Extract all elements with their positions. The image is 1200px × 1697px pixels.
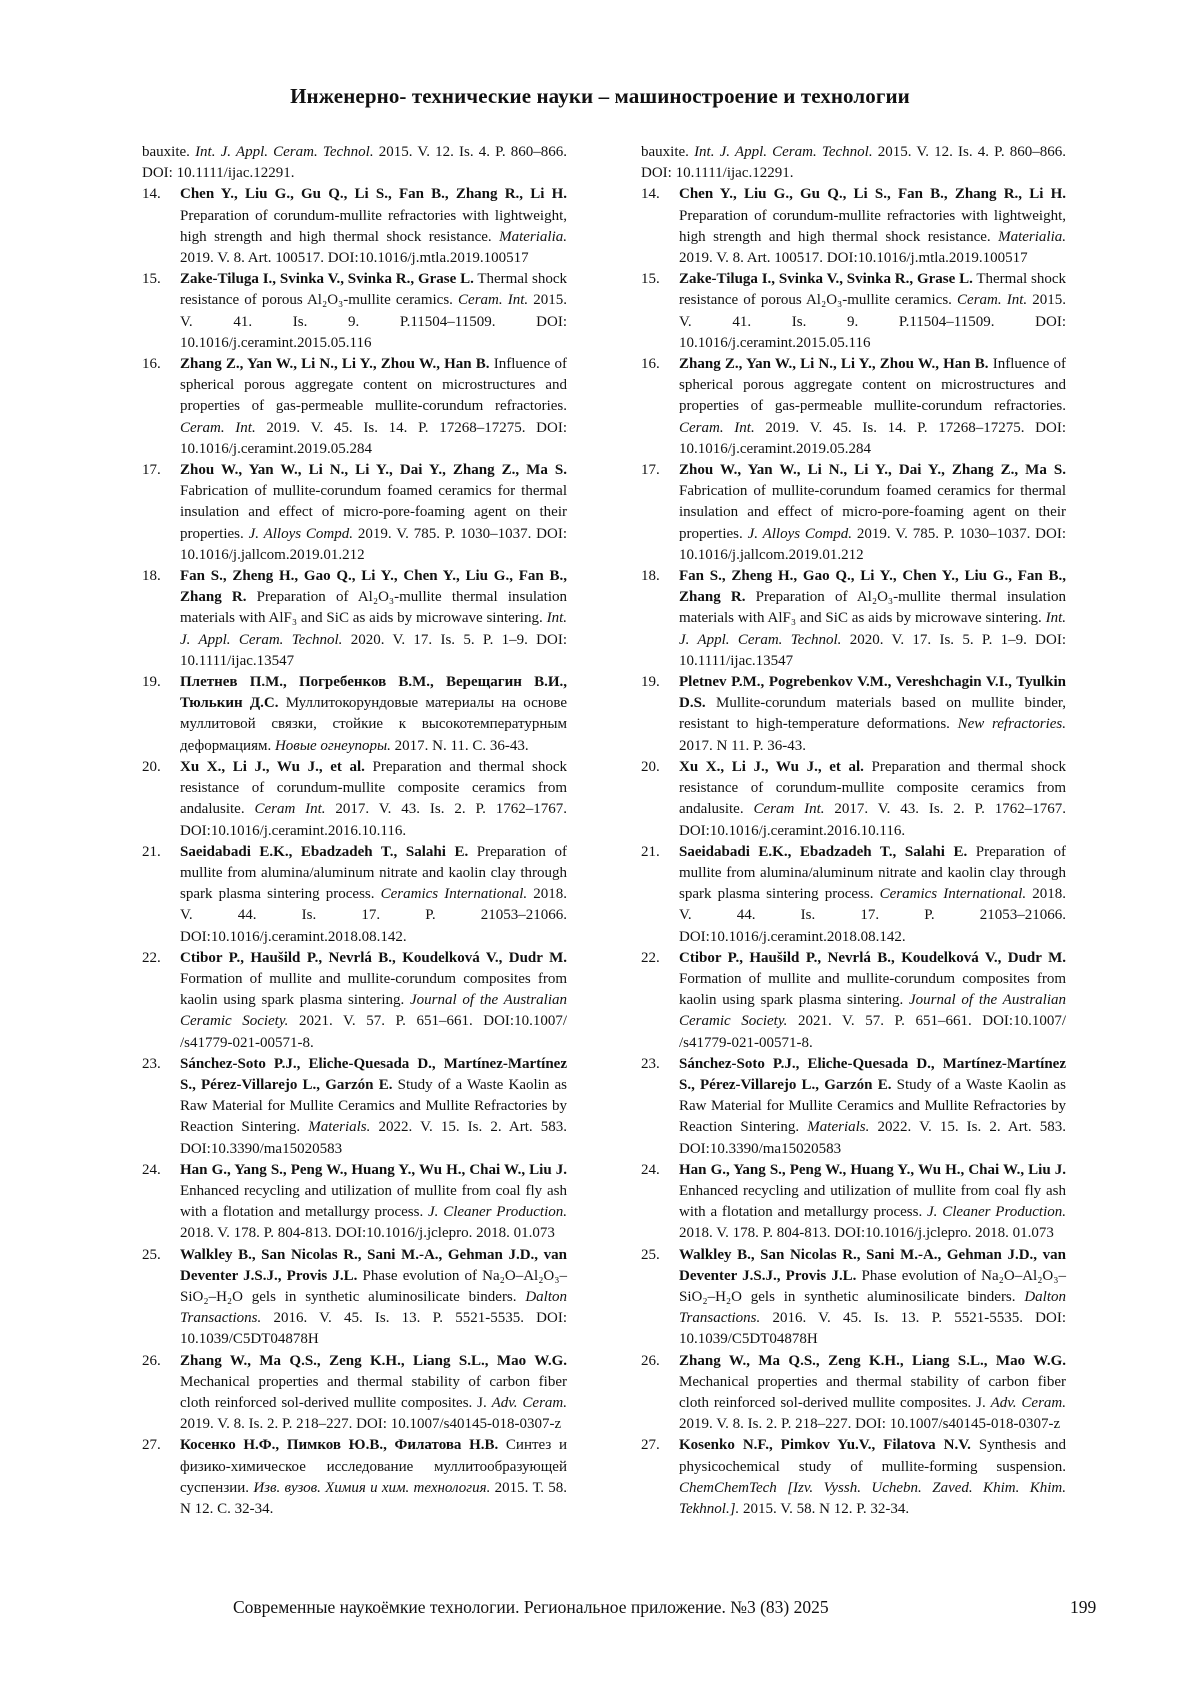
reference-details: 2018. V. 44. Is. 17. P. 21053–21066. DOI:10.1016/j.ceramint.2018.08.142. — [679, 886, 1066, 945]
reference-number: 25. — [641, 1246, 660, 1263]
reference-title: Synthesis and physicochemical study of mullite-forming suspension. — [679, 1437, 1066, 1475]
reference-item — [142, 948, 567, 1054]
reference-title: Preparation of corundum-mullite refractories with lightweight, high strength and high thermal shock resistance. — [679, 207, 1066, 245]
reference-number: 16. — [142, 356, 161, 373]
reference-details: 2019. V. 785. P. 1030–1037. DOI: 10.1016/j.jallcom.2019.01.212 — [180, 525, 568, 563]
reference-authors: Xu X., Li J., Wu J., et al. — [180, 758, 365, 775]
reference-details: 2016. V. 45. Is. 13. P. 5521-5535. DOI: 10.1039/C5DT04878H — [180, 1310, 567, 1348]
reference-item — [142, 1054, 567, 1160]
reference-authors: Han G., Yang S., Peng W., Huang Y., Wu H., Chai W., Liu J. — [180, 1161, 567, 1178]
reference-details: 2015. V. 41. Is. 9. P.11504–11509. DOI: 10.1016/j.ceramint.2015.05.116 — [180, 292, 568, 351]
reference-journal: Ceram. Int. — [180, 419, 256, 436]
reference-details: 2020. V. 17. Is. 5. P. 1–9. DOI: 10.1111/ijac.13547 — [679, 631, 1067, 669]
reference-journal: New refractories. — [957, 716, 1067, 733]
reference-authors: Zhou W., Yan W., Li N., Li Y., Dai Y., Zhang Z., Ma S. — [180, 462, 567, 479]
reference-title: Синтез и физико-химическое исследование муллитообразующей суспензии. — [180, 1437, 567, 1496]
reference-journal: J. Cleaner Production. — [927, 1204, 1066, 1221]
reference-title: Formation of mullite and mullite-corundum composites from kaolin using spark plasma sintering. — [180, 970, 567, 1009]
reference-title: Study of a Waste Kaolin as Raw Material for Mullite Ceramics and Mullite Refractories by Reaction Sintering. — [679, 1076, 1066, 1136]
reference-number: 17. — [641, 462, 660, 479]
reference-number: 18. — [641, 568, 660, 585]
reference-details: 2019. V. 8. Is. 2. P. 218–227. DOI: 10.1007/s40145-018-0307-z — [679, 1416, 1061, 1433]
reference-item — [142, 1245, 567, 1351]
reference-details: 2020. V. 17. Is. 5. P. 1–9. DOI: 10.1111/ijac.13547 — [180, 631, 568, 669]
reference-title: Formation of mullite and mullite-corundum composites from kaolin using spark plasma sintering. — [679, 970, 1066, 1009]
reference-number: 25. — [142, 1246, 161, 1263]
reference-item — [142, 842, 567, 948]
reference-number: 16. — [641, 356, 660, 373]
reference-authors: Zhou W., Yan W., Li N., Li Y., Dai Y., Zhang Z., Ma S. — [679, 462, 1066, 479]
reference-title: Fabrication of mullite-corundum foamed ceramics for thermal insulation and effect of micro-pore-foaming agent on their properties. — [180, 483, 567, 542]
reference-number: 26. — [641, 1352, 660, 1369]
reference-number: 24. — [142, 1161, 161, 1178]
reference-details: 2018. V. 178. P. 804-813. DOI:10.1016/j.jclepro. 2018. 01.073 — [679, 1225, 1054, 1242]
reference-authors: Saeidabadi E.K., Ebadzadeh T., Salahi E. — [180, 843, 469, 860]
reference-number: 14. — [142, 186, 161, 203]
reference-journal: Materials. — [807, 1119, 870, 1136]
reference-continuation: bauxite. Int. J. Appl. Ceram. Technol. 2015. V. 12. Is. 4. P. 860–866. DOI: 10.1111/ijac.12291. — [641, 144, 1067, 182]
reference-authors: Zake-Tiluga I., Svinka V., Svinka R., Grase L. — [679, 271, 973, 288]
journal-title: Современные наукоёмкие технологии. Региональное приложение. №3 (83) 2025 — [233, 1597, 829, 1617]
reference-number: 19. — [142, 674, 161, 691]
reference-number: 14. — [641, 186, 660, 203]
reference-title: Mechanical properties and thermal stability of carbon fiber cloth reinforced sol-derived mullite composites. J. — [679, 1373, 1066, 1411]
reference-journal: Ceramics International. — [380, 886, 528, 903]
reference-item — [641, 672, 1066, 757]
page-number: 199 — [1070, 1597, 1097, 1617]
reference-details: 2021. V. 57. P. 651–661. DOI:10.1007/ /s41779-021-00571-8. — [679, 1013, 1066, 1051]
reference-item — [142, 757, 567, 842]
reference-journal: Dalton Transactions. — [679, 1288, 1066, 1327]
reference-item — [142, 672, 567, 757]
reference-journal: Materialia. — [998, 228, 1066, 245]
reference-title: Enhanced recycling and utilization of mullite from coal fly ash with a flotation and metallurgy process. — [679, 1182, 1066, 1221]
reference-number: 17. — [142, 462, 161, 479]
reference-details: 2017. V. 43. Is. 2. P. 1762–1767. DOI:10.1016/j.ceramint.2016.10.116. — [679, 801, 1067, 839]
reference-item — [641, 948, 1066, 1054]
reference-title: Thermal shock resistance of porous Al₂O₃-mullite ceramics. — [180, 271, 567, 309]
page-header: Инженерно- технические науки – машиностроение и технологии — [290, 84, 910, 108]
reference-journal: Ceramics International. — [879, 886, 1027, 903]
reference-authors: Chen Y., Liu G., Gu Q., Li S., Fan B., Zhang R., Li H. — [679, 186, 1066, 203]
reference-list — [142, 184, 567, 1520]
reference-journal: Journal of the Australian Ceramic Society. — [679, 992, 1066, 1030]
reference-title: Influence of spherical porous aggregate content on microstructures and properties of gas-permeable mullite-corundum refractories. — [679, 356, 1066, 415]
reference-item — [641, 1160, 1066, 1245]
references-column-english — [641, 142, 1066, 1520]
reference-number: 22. — [142, 949, 161, 966]
reference-details: 2022. V. 15. Is. 2. Art. 583. DOI:10.3390/ma15020583 — [679, 1119, 1066, 1157]
reference-item — [142, 1351, 567, 1436]
reference-authors: Zhang Z., Yan W., Li N., Li Y., Zhou W., Han B. — [679, 356, 989, 373]
reference-number: 24. — [641, 1161, 660, 1178]
reference-journal: Int. J. Appl. Ceram. Technol. — [180, 610, 567, 648]
reference-authors: Zake-Tiluga I., Svinka V., Svinka R., Grase L. — [180, 271, 474, 288]
reference-title: Муллитокорундовые материалы на основе муллитовой связки, стойкие к высокотемпературным деформациям. — [180, 695, 567, 754]
reference-journal: ChemChemTech [Izv. Vyssh. Uchebn. Zaved. Khim. Khim. Tekhnol.]. — [679, 1479, 1066, 1517]
reference-title: Preparation of Al₂O₃-mullite thermal insulation materials with AlF₃ and SiC as aids by microwave sintering. — [180, 589, 567, 627]
reference-number: 26. — [142, 1352, 161, 1369]
reference-authors: Walkley B., San Nicolas R., Sani M.-A., Gehman J.D., van Deventer J.S.J., Provis J.L. — [679, 1246, 1066, 1284]
reference-item — [142, 269, 567, 354]
reference-title: Mullite-corundum materials based on mullite binder, resistant to high-temperature deformations. — [679, 695, 1066, 733]
reference-title: Enhanced recycling and utilization of mullite from coal fly ash with a flotation and metallurgy process. — [180, 1182, 567, 1221]
reference-title: Phase evolution of Na₂O–Al₂O₃–SiO₂–H₂O gels in synthetic aluminosilicate binders. — [679, 1267, 1066, 1305]
reference-number: 21. — [641, 843, 660, 860]
reference-journal: Ceram. Int. — [957, 292, 1028, 309]
reference-journal: Materialia. — [499, 228, 567, 245]
reference-authors: Косенко Н.Ф., Пимков Ю.В., Филатова Н.В. — [180, 1437, 499, 1454]
reference-item — [142, 1160, 567, 1245]
reference-item — [641, 354, 1066, 460]
reference-details: 2021. V. 57. P. 651–661. DOI:10.1007/ /s41779-021-00571-8. — [180, 1013, 567, 1051]
reference-number: 18. — [142, 568, 161, 585]
reference-details: 2018. V. 44. Is. 17. P. 21053–21066. DOI:10.1016/j.ceramint.2018.08.142. — [180, 886, 567, 945]
reference-authors: Fan S., Zheng H., Gao Q., Li Y., Chen Y., Liu G., Fan B., Zhang R. — [180, 568, 567, 606]
reference-journal: Adv. Ceram. — [990, 1394, 1066, 1411]
reference-item — [641, 566, 1066, 672]
reference-authors: Han G., Yang S., Peng W., Huang Y., Wu H., Chai W., Liu J. — [679, 1161, 1066, 1178]
references-column-russian — [142, 142, 567, 1520]
reference-title: Preparation of corundum-mullite refractories with lightweight, high strength and high thermal shock resistance. — [180, 207, 567, 245]
reference-number: 20. — [142, 758, 161, 775]
reference-number: 19. — [641, 674, 660, 691]
reference-journal: J. Cleaner Production. — [428, 1204, 567, 1221]
reference-authors: Ctibor P., Haušild P., Nevrlá B., Koudelková V., Dudr M. — [679, 949, 1066, 966]
reference-authors: Sánchez-Soto P.J., Eliche-Quesada D., Martínez-Martínez S., Pérez-Villarejo L., Garzón E. — [180, 1055, 567, 1093]
reference-details: 2018. V. 178. P. 804-813. DOI:10.1016/j.jclepro. 2018. 01.073 — [180, 1225, 555, 1242]
reference-details: 2019. V. 45. Is. 14. P. 17268–17275. DOI: 10.1016/j.ceramint.2019.05.284 — [679, 419, 1067, 457]
reference-item — [142, 354, 567, 460]
reference-item — [142, 184, 567, 269]
reference-title: Study of a Waste Kaolin as Raw Material for Mullite Ceramics and Mullite Refractories by Reaction Sintering. — [180, 1076, 567, 1136]
reference-details: 2019. V. 45. Is. 14. P. 17268–17275. DOI: 10.1016/j.ceramint.2019.05.284 — [180, 419, 568, 457]
reference-details: 2019. V. 8. Is. 2. P. 218–227. DOI: 10.1007/s40145-018-0307-z — [180, 1416, 562, 1433]
reference-title: Preparation and thermal shock resistance of corundum-mullite composite ceramics from andalusite. — [679, 758, 1066, 818]
reference-details: 2019. V. 8. Art. 100517. DOI:10.1016/j.mtla.2019.100517 — [679, 250, 1028, 267]
reference-details: 2016. V. 45. Is. 13. P. 5521-5535. DOI: 10.1039/C5DT04878H — [679, 1310, 1066, 1348]
reference-details: 2015. V. 58. N 12. P. 32-34. — [739, 1501, 910, 1517]
reference-journal: J. Alloys Compd. — [747, 525, 853, 542]
reference-number: 22. — [641, 949, 660, 966]
reference-journal: Ceram. Int. — [458, 292, 529, 309]
reference-journal: Dalton Transactions. — [180, 1288, 567, 1327]
reference-journal: J. Alloys Compd. — [248, 525, 354, 542]
reference-authors: Kosenko N.F., Pimkov Yu.V., Filatova N.V. — [679, 1437, 971, 1454]
reference-journal: Adv. Ceram. — [491, 1394, 567, 1411]
reference-journal: Ceram Int. — [753, 801, 825, 818]
reference-journal: Изв. вузов. Химия и хим. технология. — [253, 1479, 491, 1496]
reference-number: 21. — [142, 843, 161, 860]
reference-details: 2022. V. 15. Is. 2. Art. 583. DOI:10.3390/ma15020583 — [180, 1119, 567, 1157]
reference-item — [641, 1245, 1066, 1351]
reference-authors: Zhang W., Ma Q.S., Zeng K.H., Liang S.L., Mao W.G. — [679, 1352, 1066, 1369]
reference-title: Phase evolution of Na₂O–Al₂O₃–SiO₂–H₂O gels in synthetic aluminosilicate binders. — [180, 1267, 567, 1305]
reference-journal: Materials. — [308, 1119, 371, 1136]
reference-item — [641, 842, 1066, 948]
reference-item — [641, 184, 1066, 269]
reference-item — [641, 757, 1066, 842]
reference-number: 15. — [641, 271, 660, 288]
reference-journal: Новые огнеупоры. — [274, 737, 391, 754]
reference-number: 20. — [641, 758, 660, 775]
reference-title: Preparation of mullite from alumina/aluminum nitrate and kaolin clay through spark plasma sintering process. — [679, 843, 1066, 903]
reference-number: 27. — [641, 1437, 660, 1454]
reference-title: Influence of spherical porous aggregate content on microstructures and properties of gas-permeable mullite-corundum refractories. — [180, 356, 567, 415]
reference-authors: Pletnev P.M., Pogrebenkov V.M., Vereshchagin V.I., Tyulkin D.S. — [679, 674, 1066, 712]
reference-details: 2019. V. 8. Art. 100517. DOI:10.1016/j.mtla.2019.100517 — [180, 250, 529, 267]
reference-details: 2017. V. 43. Is. 2. P. 1762–1767. DOI:10.1016/j.ceramint.2016.10.116. — [180, 801, 568, 839]
reference-number: 15. — [142, 271, 161, 288]
reference-details: 2015. V. 41. Is. 9. P.11504–11509. DOI: 10.1016/j.ceramint.2015.05.116 — [679, 292, 1067, 351]
reference-item — [641, 1054, 1066, 1160]
reference-authors: Xu X., Li J., Wu J., et al. — [679, 758, 864, 775]
reference-details: 2015. Т. 58. N 12. С. 32-34. — [180, 1479, 567, 1517]
reference-authors: Плетнев П.М., Погребенков В.М., Верещагин В.И., Тюлькин Д.С. — [180, 674, 567, 712]
reference-item — [142, 1435, 567, 1520]
reference-title: Thermal shock resistance of porous Al₂O₃-mullite ceramics. — [679, 271, 1066, 309]
reference-number: 23. — [641, 1055, 660, 1072]
reference-details: 2017. N 11. P. 36-43. — [679, 737, 806, 754]
reference-title: Fabrication of mullite-corundum foamed ceramics for thermal insulation and effect of micro-pore-foaming agent on their properties. — [679, 483, 1066, 542]
reference-authors: Fan S., Zheng H., Gao Q., Li Y., Chen Y., Liu G., Fan B., Zhang R. — [679, 568, 1066, 606]
reference-item — [142, 566, 567, 672]
reference-authors: Ctibor P., Haušild P., Nevrlá B., Koudelková V., Dudr M. — [180, 949, 567, 966]
reference-item — [142, 460, 567, 566]
reference-item — [641, 1351, 1066, 1436]
reference-journal: Journal of the Australian Ceramic Society. — [180, 992, 567, 1030]
reference-authors: Walkley B., San Nicolas R., Sani M.-A., Gehman J.D., van Deventer J.S.J., Provis J.L. — [180, 1246, 567, 1284]
reference-title: Preparation of mullite from alumina/aluminum nitrate and kaolin clay through spark plasma sintering process. — [180, 843, 567, 903]
reference-authors: Zhang W., Ma Q.S., Zeng K.H., Liang S.L., Mao W.G. — [180, 1352, 567, 1369]
reference-list — [641, 184, 1066, 1520]
reference-authors: Sánchez-Soto P.J., Eliche-Quesada D., Martínez-Martínez S., Pérez-Villarejo L., Garzón E. — [679, 1055, 1066, 1093]
reference-number: 23. — [142, 1055, 161, 1072]
reference-authors: Chen Y., Liu G., Gu Q., Li S., Fan B., Zhang R., Li H. — [180, 186, 567, 203]
reference-number: 27. — [142, 1437, 161, 1454]
reference-details: 2019. V. 785. P. 1030–1037. DOI: 10.1016/j.jallcom.2019.01.212 — [679, 525, 1067, 563]
reference-authors: Saeidabadi E.K., Ebadzadeh T., Salahi E. — [679, 843, 968, 860]
reference-item — [641, 1435, 1066, 1520]
reference-title: Mechanical properties and thermal stability of carbon fiber cloth reinforced sol-derived mullite composites. J. — [180, 1373, 567, 1411]
reference-item — [641, 269, 1066, 354]
reference-continuation: bauxite. Int. J. Appl. Ceram. Technol. 2015. V. 12. Is. 4. P. 860–866. DOI: 10.1111/ijac.12291. — [142, 144, 568, 182]
reference-journal: Ceram. Int. — [679, 419, 755, 436]
reference-item — [641, 460, 1066, 566]
reference-title: Preparation and thermal shock resistance of corundum-mullite composite ceramics from andalusite. — [180, 758, 567, 818]
reference-authors: Zhang Z., Yan W., Li N., Li Y., Zhou W., Han B. — [180, 356, 490, 373]
reference-journal: Int. J. Appl. Ceram. Technol. — [679, 610, 1066, 648]
reference-details: 2017. N. 11. C. 36-43. — [390, 737, 529, 754]
reference-journal: Ceram Int. — [254, 801, 326, 818]
reference-title: Preparation of Al₂O₃-mullite thermal insulation materials with AlF₃ and SiC as aids by microwave sintering. — [679, 589, 1066, 627]
